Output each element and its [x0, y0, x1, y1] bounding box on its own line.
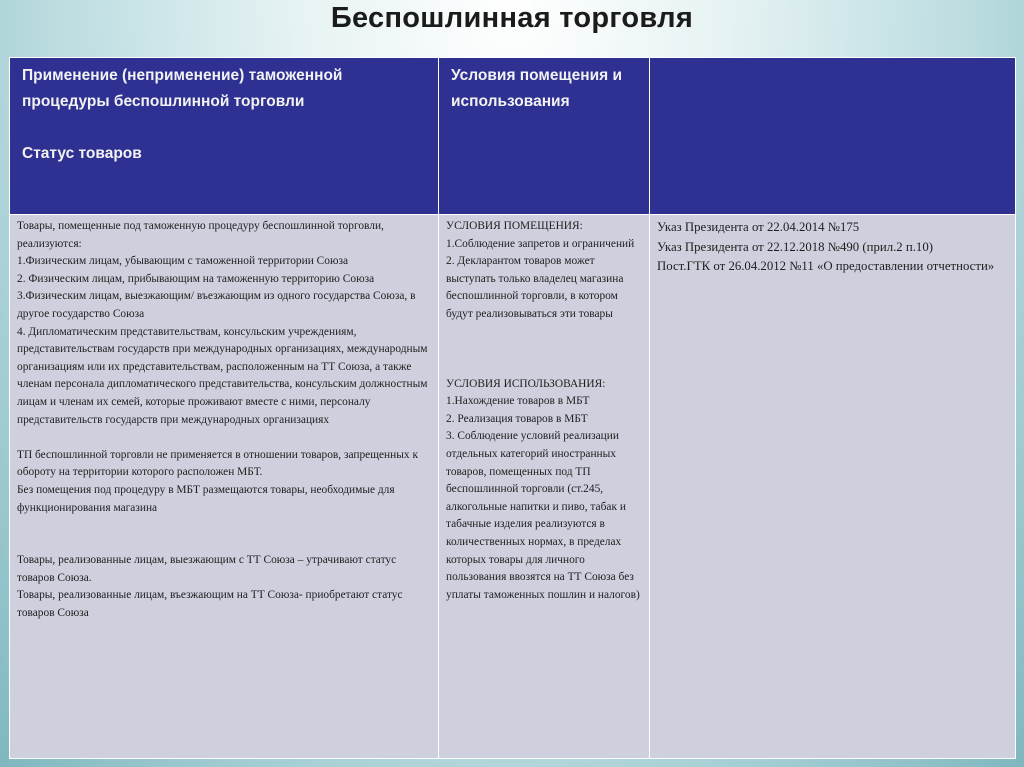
header-cell-procedure [10, 58, 439, 215]
status-lost: Товары, реализованные лицам, выезжающим с ТТ Союза – утрачивают статус товаров Союза. [17, 554, 397, 584]
legal-ref-1: Указ Президента от 22.04.2014 №175 [657, 220, 860, 234]
usage-condition-3: 3. Соблюдение условий реализации отдельных категорий иностранных товаров, помещенных под ТП беспошлинной торговли (ст.245, алкогольные напитки и пиво, табак и табачные изделия реализуются в количественных нормах, в пределах которых товары для личного пользования ввозятся на ТТ Союза без уплаты таможенных пошлин и налогов) [446, 430, 640, 601]
procedure-item-2: 2. Физическим лицам, прибывающим на таможенную территорию Союза [17, 272, 375, 285]
cell-legal-basis [650, 215, 1016, 759]
header-cell-conditions [439, 58, 650, 215]
slide-title: Беспошлинная торговля [330, 2, 694, 34]
procedure-not-applied: ТП беспошлинной торговли не применяется в отношении товаров, запрещенных к обороту на территории которого расположен МБТ. [17, 448, 418, 479]
header-cell-empty [650, 58, 1016, 215]
table-header-row [10, 58, 1016, 215]
placement-conditions-heading: УСЛОВИЯ ПОМЕЩЕНИЯ: [446, 220, 583, 232]
usage-condition-2: 2. Реализация товаров в МБТ [446, 412, 588, 425]
header-procedure-label: Применение (неприменение) таможенной процедуры беспошлинной торговли [22, 67, 343, 110]
usage-conditions-heading: УСЛОВИЯ ИСПОЛЬЗОВАНИЯ: [446, 377, 606, 390]
spacer [17, 517, 432, 552]
usage-condition-1: 1.Нахождение товаров в МБТ [446, 395, 590, 408]
placement-condition-1: 1.Соблюдение запретов и ограничений [446, 237, 635, 250]
header-gap [22, 115, 430, 141]
placement-condition-2: 2. Декларантом товаров может выступать только владелец магазина беспошлинной торговли, в котором будут реализовываться эти товары [446, 255, 624, 320]
table-body-row [10, 215, 1016, 759]
header-status-label: Статус товаров [22, 145, 142, 162]
header-conditions-label: Условия помещения и использования [451, 67, 622, 110]
spacer [446, 324, 643, 376]
cell-conditions [439, 215, 650, 759]
header-empty-label [650, 58, 1015, 63]
legal-ref-2: Указ Президента от 22.12.2018 №490 (прил.2 п.10) [657, 239, 933, 254]
cell-procedure-status [10, 215, 439, 759]
procedure-without-placement: Без помещения под процедуру в МБТ размещаются товары, необходимые для функционирования магазина [17, 483, 395, 514]
status-acquired: Товары, реализованные лицам, въезжающим на ТТ Союза- приобретают статус товаров Союза [17, 589, 403, 619]
spacer [17, 429, 432, 447]
procedure-item-3: 3.Физическим лицам, выезжающим/ въезжающим из одного государства Союза, в другое государство Союза [17, 290, 416, 320]
procedure-item-4: 4. Дипломатическим представительствам, консульским учреждениям, представительствам государств при международных организациях, международным организациям или их представительствам, расположенным на ТТ Союза, а также членам персонала дипломатического представительства, консульским должностным лицам и членам их семей, которые проживают вместе с ними, персоналу представительств государств при международных организациях [17, 325, 428, 426]
procedure-intro: Товары, помещенные под таможенную процедуру беспошлинной торговли, реализуются: [17, 220, 384, 250]
procedure-item-1: 1.Физическим лицам, убывающим с таможенной территории Союза [17, 255, 349, 268]
legal-ref-3: Пост.ГТК от 26.04.2012 №11 «О предоставлении отчетности» [657, 259, 995, 274]
duty-free-table [9, 57, 1016, 759]
